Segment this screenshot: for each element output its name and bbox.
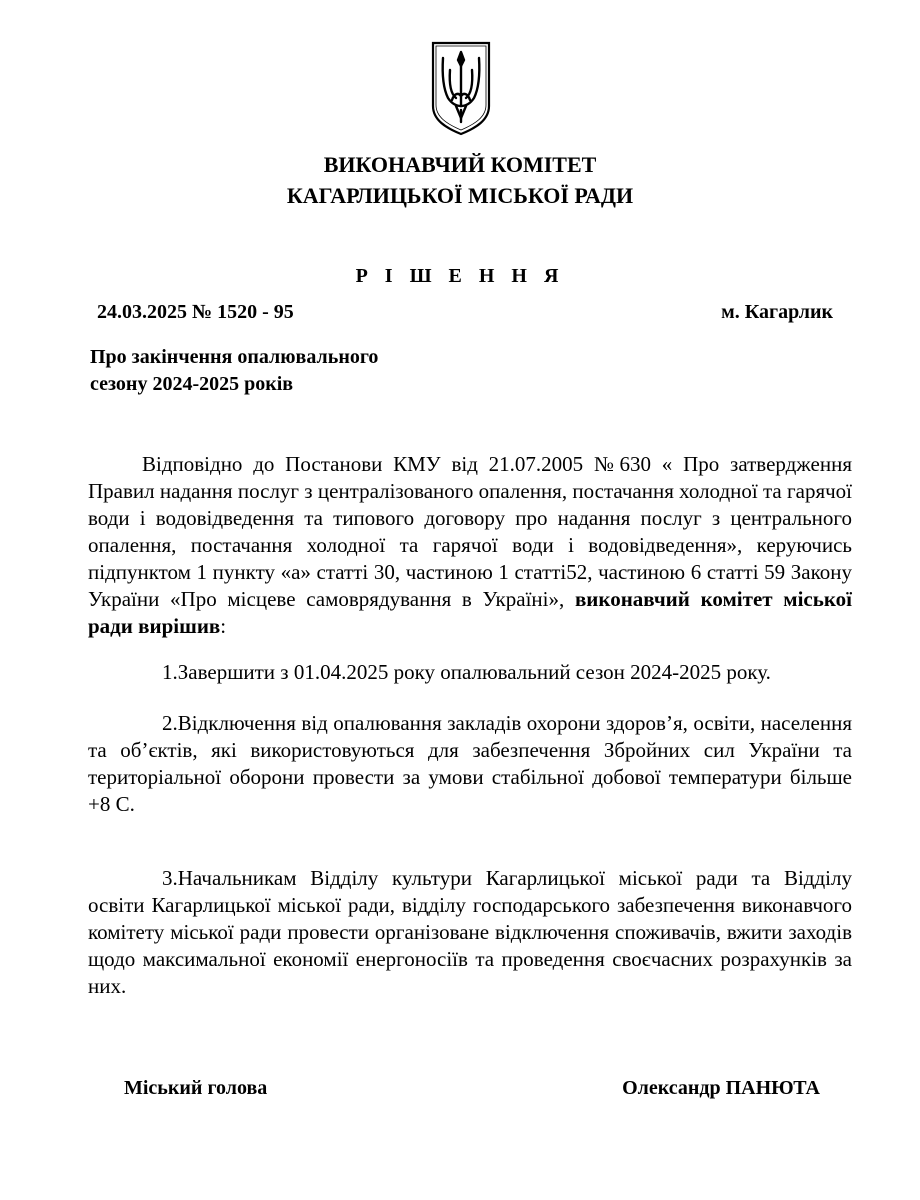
preamble-bold-text: виконавчий комітет міської ради вирішив	[88, 587, 852, 638]
preamble-text: Відповідно до Постанови КМУ від 21.07.2005 №630 « Про затвердження Правил надання послуг з централізованого опалення, постачання холодної та гарячої води і водовідведення та типового договору про надання послуг з центрального опалення, постачання холодної та гарячої води і водовідведення», керуючись підпунктом 1 пункту «а» статті 30, частиною 1 статті52, частиною 6 статті 59 Закону України «Про місцеве самоврядування в Україні»,	[88, 452, 852, 611]
document-type-title: Р І Ш Е Н Н Я	[355, 265, 565, 287]
date-and-number: 24.03.2025 № 1520 - 95	[97, 301, 294, 323]
decision-item-1: 1.Завершити з 01.04.2025 року опалювальний сезон 2024-2025 року.	[162, 660, 771, 684]
document-subject	[90, 344, 378, 398]
signatory-name: Олександр ПАНЮТА	[622, 1077, 820, 1099]
subject-line1: Про закінчення опалювального	[90, 346, 379, 368]
decision-item-3: 3.Начальникам Відділу культури Кагарлицької міської ради та Відділу освіти Кагарлицької міської ради, відділу господарського забезпечення виконавчого комітету міської ради провести організоване відключення споживачів, вжити заходів щодо максимальної економії енергоносіїв та проведення своєчасних розрахунків за них.	[88, 866, 852, 998]
signatory-position: Міський голова	[124, 1077, 268, 1099]
decision-item-2: 2.Відключення від опалювання закладів охорони здоров’я, освіти, населення та об’єктів, які використовуються для забезпечення Збройних сил України та територіальної оборони провести за умови стабільної добової температури більше +8 С.	[88, 711, 852, 816]
preamble-colon: :	[220, 614, 227, 638]
preamble-paragraph	[88, 451, 852, 640]
organization-name-line1: ВИКОНАВЧИЙ КОМІТЕТ	[323, 152, 597, 177]
city-name: м. Кагарлик	[721, 301, 833, 323]
organization-name-line2: КАГАРЛИЦЬКОЇ МІСЬКОЇ РАДИ	[286, 183, 634, 208]
coat-of-arms-icon	[430, 40, 492, 136]
subject-line2: сезону 2024-2025 років	[90, 373, 294, 395]
